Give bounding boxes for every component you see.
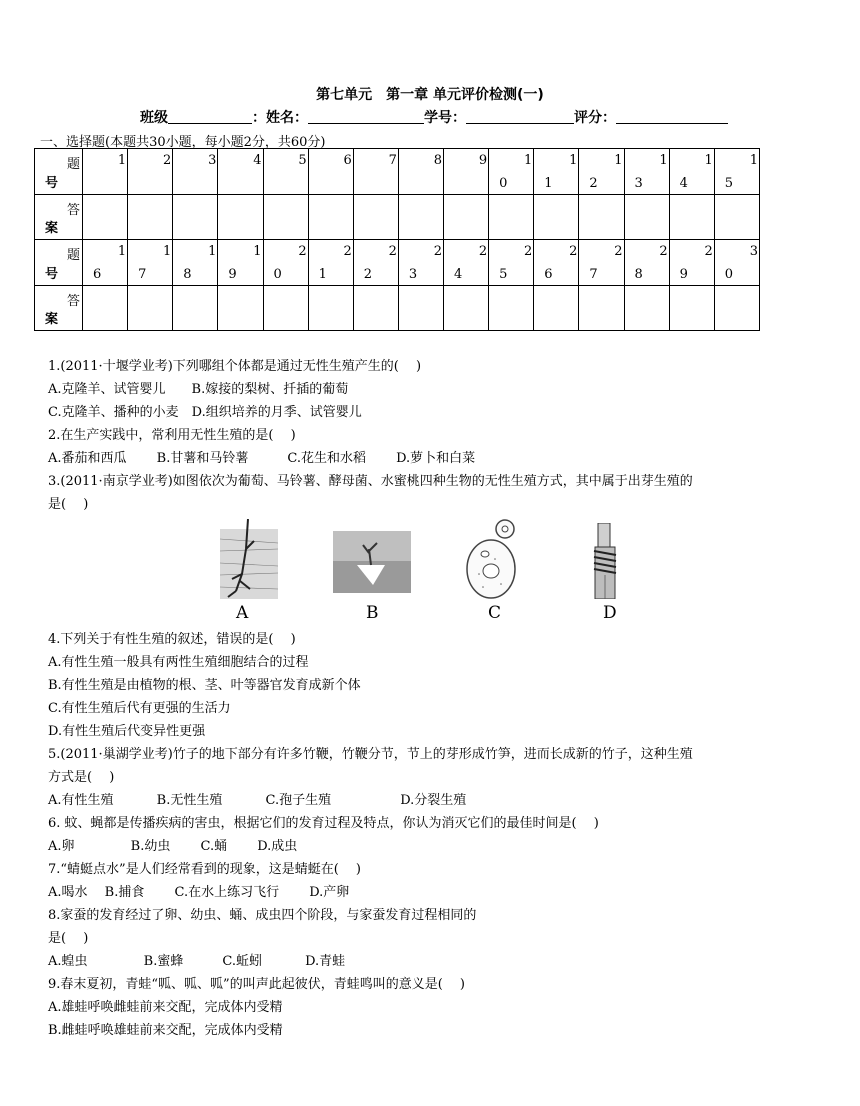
answer-cell[interactable] <box>353 195 398 240</box>
question-number-cell: 3 0 <box>714 240 759 286</box>
answer-cell[interactable] <box>398 286 443 331</box>
question-number-cell: 1 4 <box>669 149 714 195</box>
question-line: A.克隆羊、试管婴儿 B.嫁接的梨树、扦插的葡萄 <box>48 382 349 397</box>
answer-cell[interactable] <box>218 286 263 331</box>
answer-cell[interactable] <box>83 286 128 331</box>
answer-cell[interactable] <box>173 195 218 240</box>
question-number-cell: 1 6 <box>83 240 128 286</box>
answer-cell[interactable] <box>263 286 308 331</box>
student-info-line <box>140 107 728 127</box>
answer-cell[interactable] <box>534 286 579 331</box>
question-line: A.有性生殖 B.无性生殖 C.孢子生殖 D.分裂生殖 <box>48 793 467 808</box>
answer-header-cell: 答 案 <box>35 286 83 331</box>
answer-cell[interactable] <box>579 195 624 240</box>
question-number-cell: 9 <box>444 149 489 195</box>
figure-c-yeast-budding <box>465 519 525 603</box>
section-title: 一、选择题(本题共30小题，每小题2分，共60分) <box>40 135 326 150</box>
answer-cell[interactable] <box>218 195 263 240</box>
class-blank[interactable] <box>168 109 252 124</box>
question-line: 3.(2011·南京学业考)如图依次为葡萄、马铃薯、酵母菌、水蜜桃四种生物的无性生殖方式，其中属于出芽生殖的 <box>48 474 693 489</box>
figure-label-c: C <box>488 603 502 623</box>
figure-d-peach-grafting <box>590 523 620 603</box>
header-cell: 题 号 <box>35 149 83 195</box>
question-number-cell: 2 6 <box>534 240 579 286</box>
question-line: 是( ) <box>48 497 89 512</box>
question-number-cell: 1 2 <box>579 149 624 195</box>
answer-table <box>34 148 760 331</box>
question-number-cell: 2 4 <box>444 240 489 286</box>
name-label: ：姓名： <box>252 110 308 126</box>
question-number-cell: 2 2 <box>353 240 398 286</box>
question-line: A.有性生殖一般具有两性生殖细胞结合的过程 <box>48 655 309 670</box>
question-line: 4.下列关于有性生殖的叙述，错误的是( ) <box>48 632 296 647</box>
question-line: B.有性生殖是由植物的根、茎、叶等器官发育成新个体 <box>48 678 361 693</box>
question-number-cell: 2 1 <box>308 240 353 286</box>
question-line: C.克隆羊、播种的小麦 D.组织培养的月季、试管婴儿 <box>48 405 362 420</box>
question-number-cell: 5 <box>263 149 308 195</box>
question-number-cell: 1 8 <box>173 240 218 286</box>
question-number-cell: 1 9 <box>218 240 263 286</box>
answer-cell[interactable] <box>308 286 353 331</box>
answer-cell[interactable] <box>128 195 173 240</box>
answer-cell[interactable] <box>444 286 489 331</box>
question-number-cell: 1 7 <box>128 240 173 286</box>
answer-cell[interactable] <box>353 286 398 331</box>
answer-header-cell: 答 案 <box>35 195 83 240</box>
score-label: 评分： <box>574 110 616 126</box>
answer-cell[interactable] <box>669 195 714 240</box>
question-line: 方式是( ) <box>48 770 115 785</box>
question-line: 是( ) <box>48 931 89 946</box>
question-number-cell: 7 <box>353 149 398 195</box>
id-label: 学号： <box>424 110 466 126</box>
answer-cell[interactable] <box>173 286 218 331</box>
class-label: 班级 <box>140 110 168 126</box>
answer-cell[interactable] <box>444 195 489 240</box>
figure-label-d: D <box>603 603 617 623</box>
question-line: A.雄蛙呼唤雌蛙前来交配，完成体内受精 <box>48 1000 283 1015</box>
answer-row <box>35 286 760 331</box>
question-number-cell: 6 <box>308 149 353 195</box>
answer-cell[interactable] <box>534 195 579 240</box>
answer-cell[interactable] <box>489 286 534 331</box>
figure-a-grape-cutting <box>220 519 278 603</box>
question-number-cell: 1 <box>83 149 128 195</box>
answer-cell[interactable] <box>263 195 308 240</box>
header-cell: 题 号 <box>35 240 83 286</box>
question-number-cell: 2 5 <box>489 240 534 286</box>
question-line: 2.在生产实践中，常利用无性生殖的是( ) <box>48 428 296 443</box>
question-number-cell: 1 0 <box>489 149 534 195</box>
question-number-cell: 1 5 <box>714 149 759 195</box>
question-line: 7.“蜻蜓点水”是人们经常看到的现象，这是蜻蜓在( ) <box>48 862 361 877</box>
answer-cell[interactable] <box>308 195 353 240</box>
figure-label-b: B <box>366 603 379 623</box>
question-number-cell: 2 8 <box>624 240 669 286</box>
question-number-cell: 2 7 <box>579 240 624 286</box>
answer-cell[interactable] <box>714 195 759 240</box>
answer-row <box>35 195 760 240</box>
question-line: C.有性生殖后代有更强的生活力 <box>48 701 231 716</box>
answer-cell[interactable] <box>624 286 669 331</box>
question-number-cell: 8 <box>398 149 443 195</box>
figure-label-a: A <box>236 603 249 623</box>
page-title: 第七单元 第一章 单元评价检测(一) <box>316 87 544 103</box>
answer-cell[interactable] <box>489 195 534 240</box>
answer-cell[interactable] <box>714 286 759 331</box>
question-number-cell: 1 3 <box>624 149 669 195</box>
figure-group <box>215 519 635 624</box>
question-number-row <box>35 149 760 195</box>
question-number-cell: 2 3 <box>398 240 443 286</box>
figure-b-potato <box>333 531 411 597</box>
question-number-cell: 2 <box>128 149 173 195</box>
question-line: 8.家蚕的发育经过了卵、幼虫、蛹、成虫四个阶段，与家蚕发育过程相同的 <box>48 908 477 923</box>
answer-cell[interactable] <box>398 195 443 240</box>
question-line: B.雌蛙呼唤雄蛙前来交配，完成体内受精 <box>48 1023 283 1038</box>
answer-cell[interactable] <box>579 286 624 331</box>
answer-cell[interactable] <box>128 286 173 331</box>
question-line: 6. 蚊、蝇都是传播疾病的害虫，根据它们的发育过程及特点，你认为消灭它们的最佳时间是( ) <box>48 816 599 831</box>
question-line: A.卵 B.幼虫 C.蛹 D.成虫 <box>48 839 298 854</box>
question-line: A.喝水 B.捕食 C.在水上练习飞行 D.产卵 <box>48 885 350 900</box>
answer-cell[interactable] <box>624 195 669 240</box>
question-number-cell: 2 0 <box>263 240 308 286</box>
answer-cell[interactable] <box>669 286 714 331</box>
question-line: 1.(2011·十堰学业考)下列哪组个体都是通过无性生殖产生的( ) <box>48 359 422 374</box>
name-blank[interactable] <box>308 109 424 124</box>
question-number-cell: 1 1 <box>534 149 579 195</box>
question-number-cell: 3 <box>173 149 218 195</box>
question-line: 9.春末夏初，青蛙“呱、呱、呱”的叫声此起彼伏，青蛙鸣叫的意义是( ) <box>48 977 465 992</box>
question-number-row <box>35 240 760 286</box>
question-line: A.蝗虫 B.蜜蜂 C.蚯蚓 D.青蛙 <box>48 954 346 969</box>
id-blank[interactable] <box>466 109 574 124</box>
question-number-cell: 4 <box>218 149 263 195</box>
question-line: D.有性生殖后代变异性更强 <box>48 724 206 739</box>
question-line: 5.(2011·巢湖学业考)竹子的地下部分有许多竹鞭，竹鞭分节，节上的芽形成竹笋，进而长成新的竹子，这种生殖 <box>48 747 693 762</box>
score-blank[interactable] <box>616 109 728 124</box>
question-line: A.番茄和西瓜 B.甘薯和马铃薯 C.花生和水稻 D.萝卜和白菜 <box>48 451 476 466</box>
answer-cell[interactable] <box>83 195 128 240</box>
question-number-cell: 2 9 <box>669 240 714 286</box>
